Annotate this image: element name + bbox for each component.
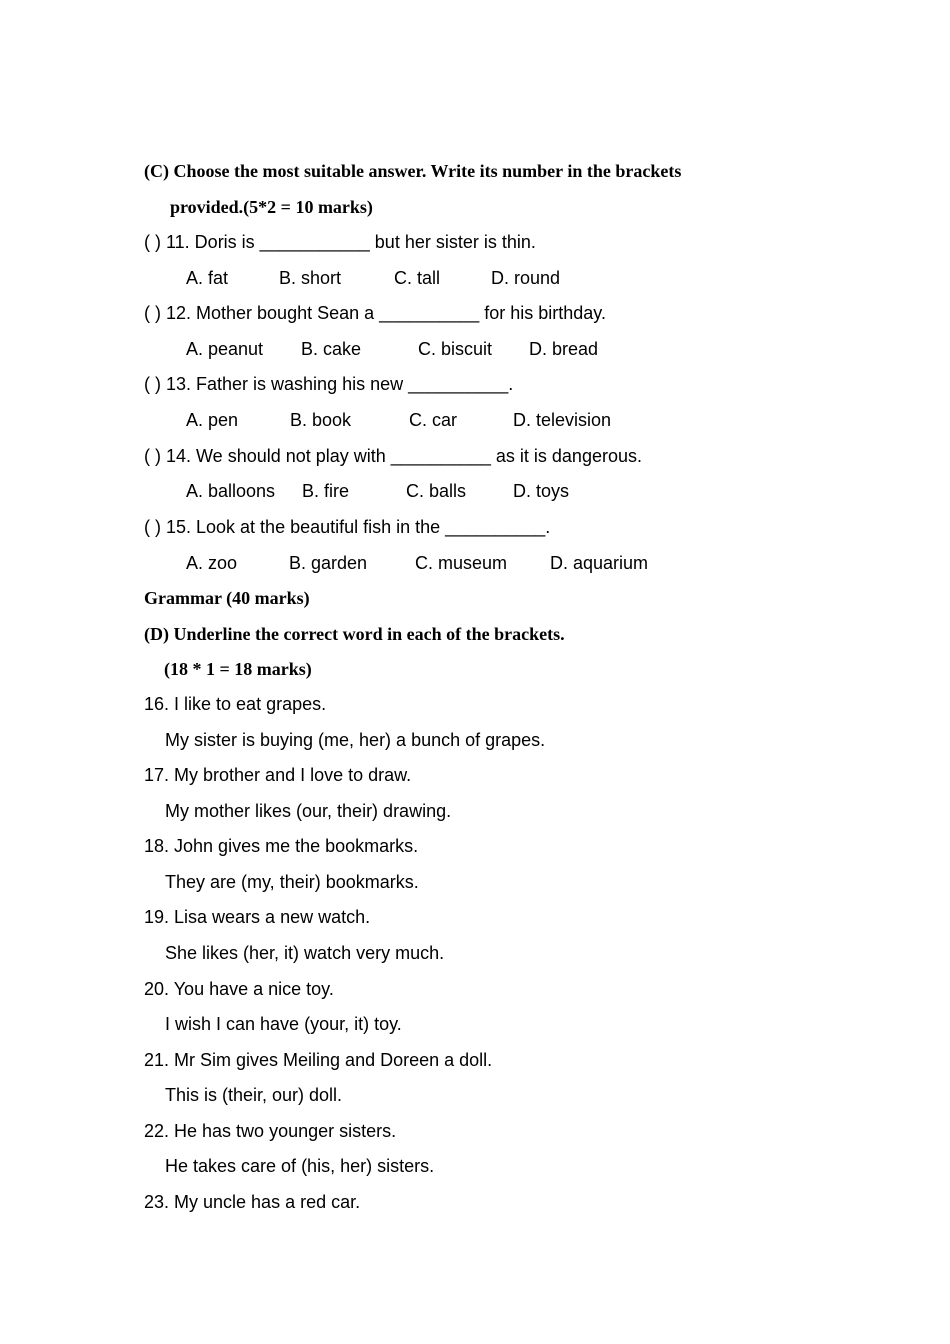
question-14-option-b: B. fire [302,481,350,501]
question-15-option-d: D. aquarium [550,553,649,573]
item-19-question: 19. Lisa wears a new watch. [144,907,371,927]
item-21-sentence: This is (their, our) doll. [165,1085,343,1105]
question-15-option-b: B. garden [289,553,368,573]
question-14-option-d: D. toys [513,481,570,501]
question-12-option-b: B. cake [301,339,362,359]
question-13-option-a: A. pen [186,410,239,430]
question-12-option-a: A. peanut [186,339,264,359]
item-16-sentence: My sister is buying (me, her) a bunch of grapes. [165,730,546,750]
question-11-option-b: B. short [279,268,342,288]
question-11-option-a: A. fat [186,268,229,288]
question-14-option-a: A. balloons [186,481,276,501]
question-12-option-c: C. biscuit [418,339,493,359]
section-d-heading: (D) Underline the correct word in each of the brackets. [144,624,565,644]
question-11-option-d: D. round [491,268,561,288]
question-15-option-a: A. zoo [186,553,238,573]
item-18-question: 18. John gives me the bookmarks. [144,836,419,856]
item-18-sentence: They are (my, their) bookmarks. [165,872,419,892]
question-13-stem: ( ) 13. Father is washing his new __________. [144,374,514,394]
question-11-stem: ( ) 11. Doris is ___________ but her sister is thin. [144,232,536,252]
question-12-stem: ( ) 12. Mother bought Sean a __________ for his birthday. [144,303,606,323]
section-c-heading-marks: provided.(5*2 = 10 marks) [170,197,373,217]
item-19-sentence: She likes (her, it) watch very much. [165,943,445,963]
question-15-stem: ( ) 15. Look at the beautiful fish in the __________. [144,517,551,537]
item-22-question: 22. He has two younger sisters. [144,1121,397,1141]
question-15-option-c: C. museum [415,553,508,573]
section-d-heading-marks: (18 * 1 = 18 marks) [164,659,312,679]
item-17-question: 17. My brother and I love to draw. [144,765,412,785]
item-22-sentence: He takes care of (his, her) sisters. [165,1156,435,1176]
question-13-option-c: C. car [409,410,458,430]
item-20-question: 20. You have a nice toy. [144,979,334,999]
item-23-question: 23. My uncle has a red car. [144,1192,361,1212]
question-14-stem: ( ) 14. We should not play with __________ as it is dangerous. [144,446,642,466]
item-20-sentence: I wish I can have (your, it) toy. [165,1014,402,1034]
item-21-question: 21. Mr Sim gives Meiling and Doreen a doll. [144,1050,493,1070]
question-14-option-c: C. balls [406,481,467,501]
question-11-option-c: C. tall [394,268,441,288]
grammar-heading: Grammar (40 marks) [144,588,310,608]
question-13-option-d: D. television [513,410,612,430]
item-16-question: 16. I like to eat grapes. [144,694,327,714]
section-c-heading: (C) Choose the most suitable answer. Write its number in the brackets [144,161,682,181]
question-12-option-d: D. bread [529,339,599,359]
item-17-sentence: My mother likes (our, their) drawing. [165,801,452,821]
question-13-option-b: B. book [290,410,352,430]
